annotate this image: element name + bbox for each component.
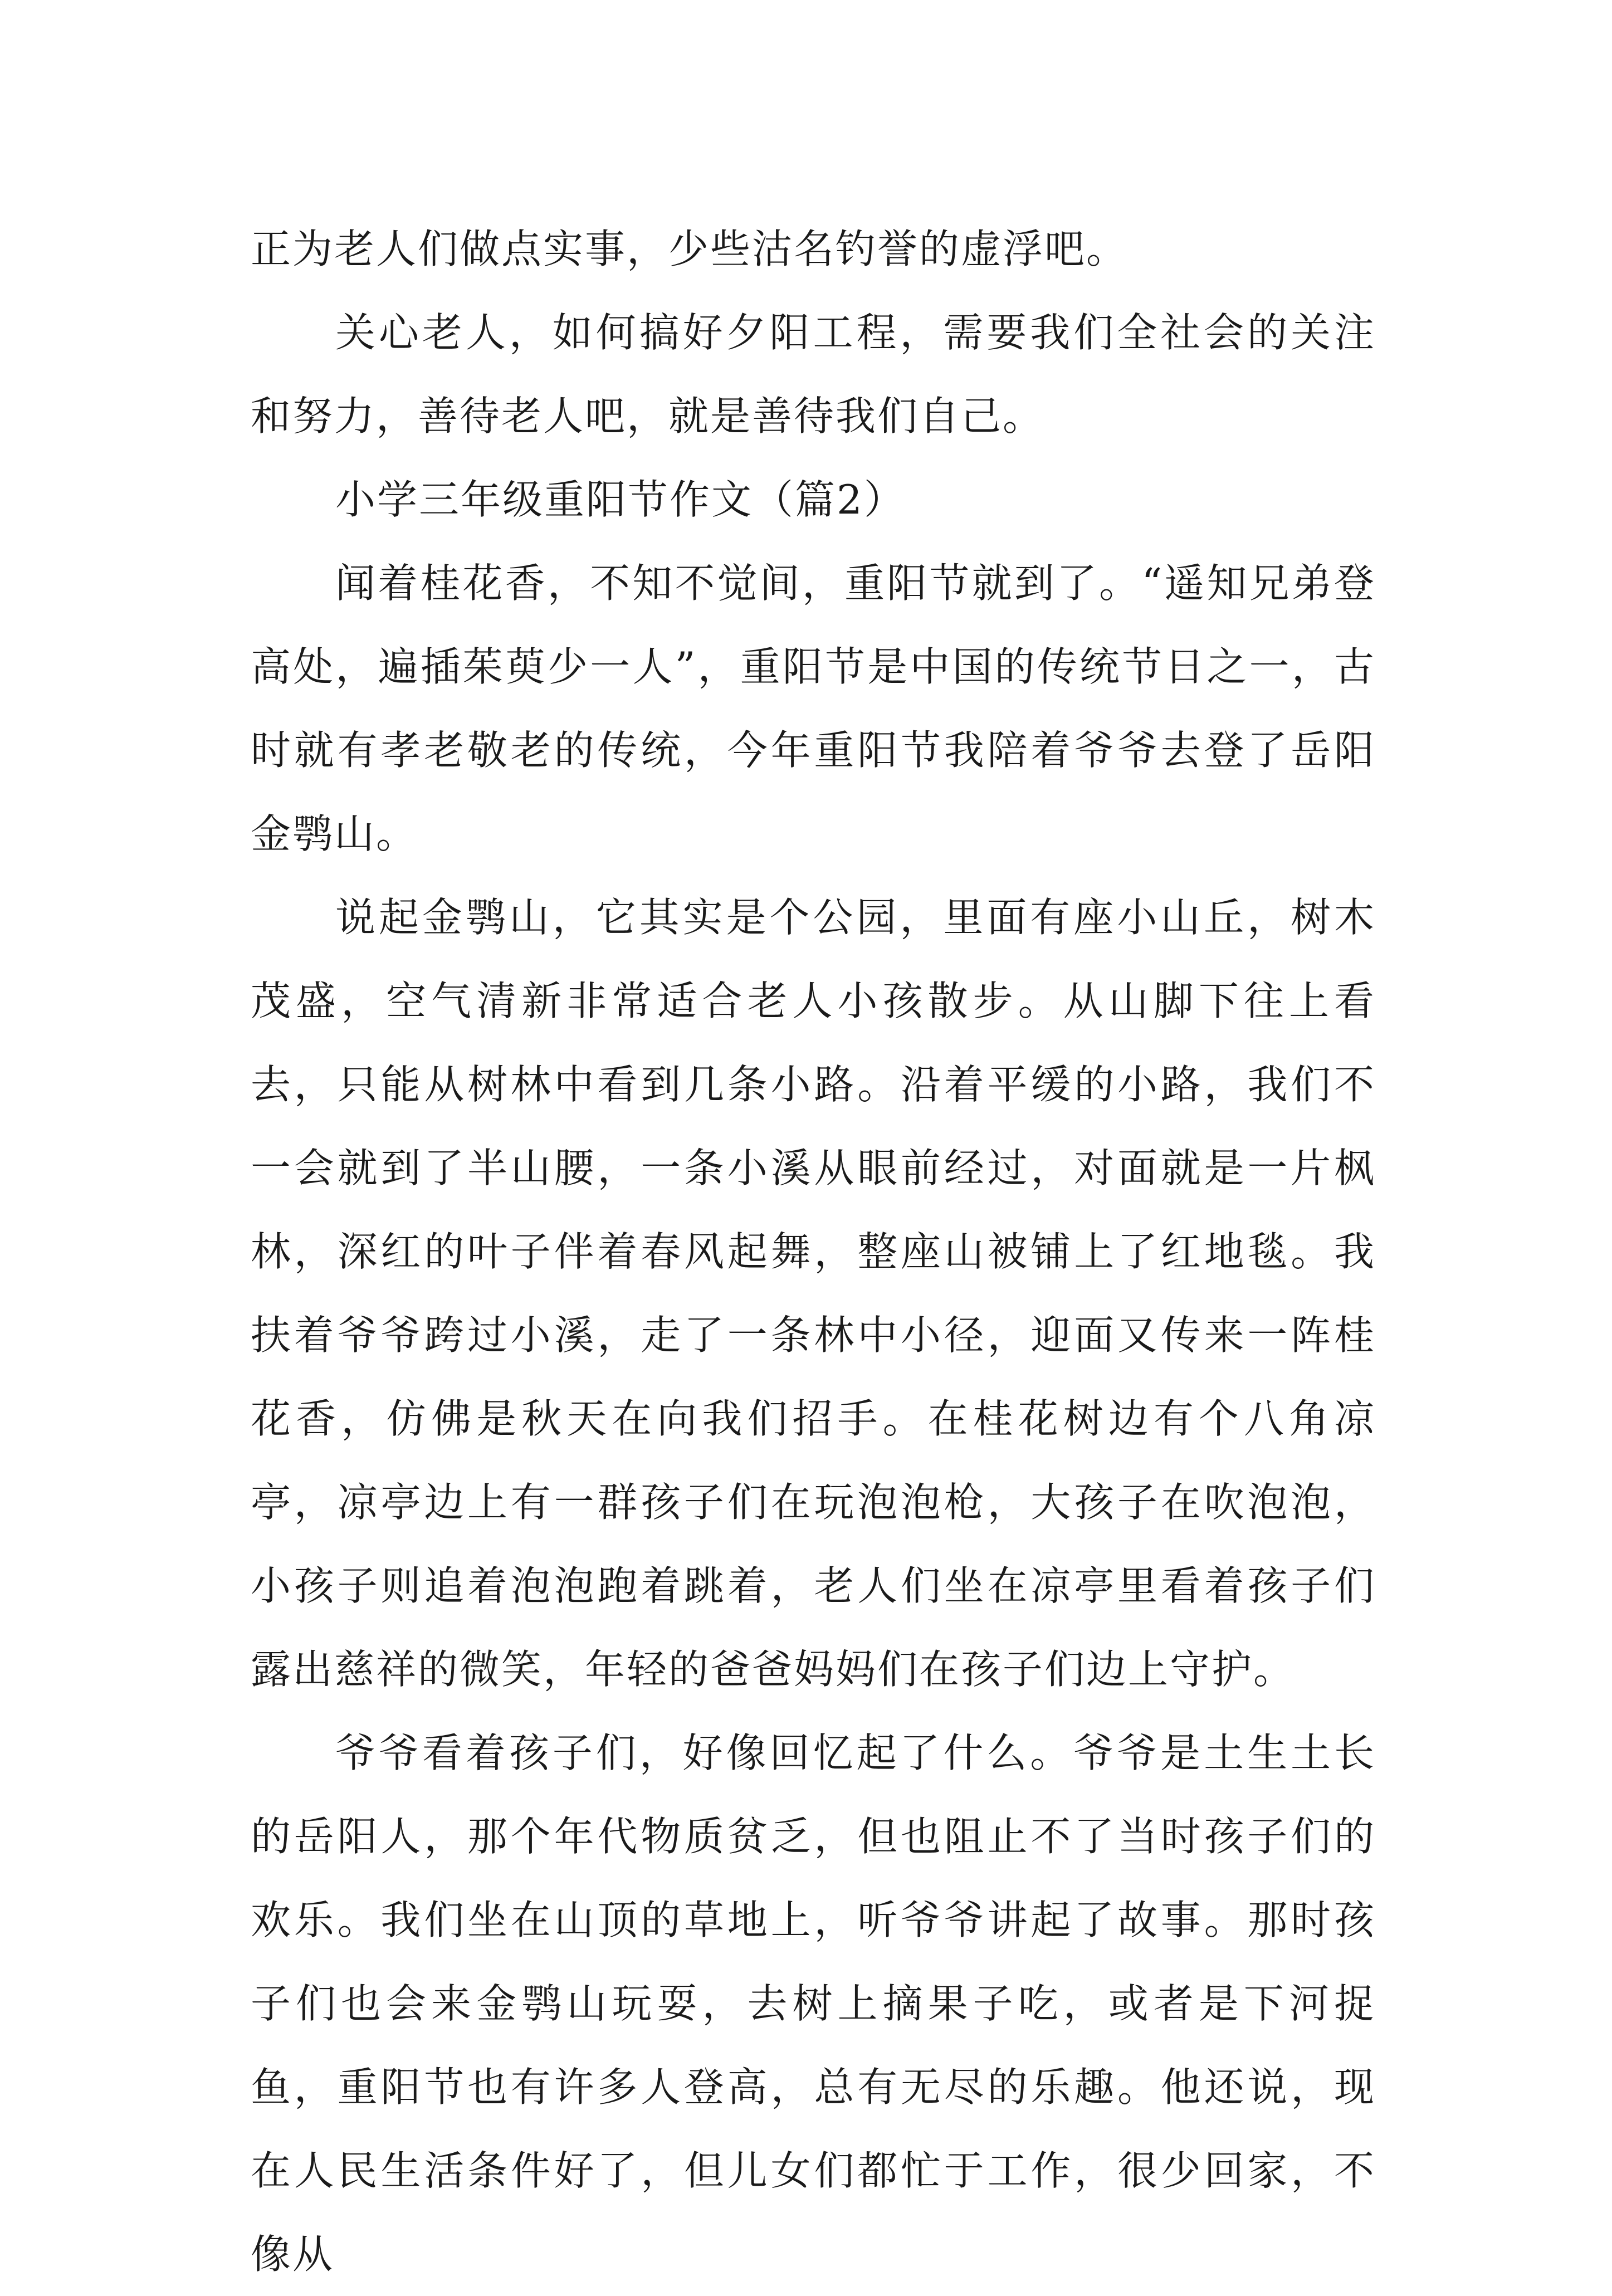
paragraph-grandpa-memories: 爷爷看着孩子们，好像回忆起了什么。爷爷是土生土长的岳阳人，那个年代物质贫乏，但也阻止不了当时孩子们的欢乐。我们坐在山顶的草地上，听爷爷讲起了故事。那时孩子们也会来金鹗山玩耍，去树上摘果子吃，或者是下河捉鱼，重阳节也有许多人登高，总有无尽的乐趣。他还说，现在人民生活条件好了，但儿女们都忙于工作，很少回家，不像从 <box>251 1730 1376 2278</box>
paragraph-jine-mountain: 说起金鹗山，它其实是个公园，里面有座小山丘，树木茂盛，空气清新非常适合老人小孩散步。从山脚下往上看去，只能从树林中看到几条小路。沿着平缓的小路，我们不一会就到了半山腰，一条小溪从眼前经过，对面就是一片枫林，深红的叶子伴着春风起舞，整座山被铺上了红地毯。我扶着爷爷跨过小溪，走了一条林中小径，迎面又传来一阵桂花香，仿佛是秋天在向我们招手。在桂花树边有个八角凉亭，凉亭边上有一群孩子们在玩泡泡枪，大孩子在吹泡泡，小孩子则追着泡泡跑着跳着，老人们坐在凉亭里看着孩子们露出慈祥的微笑，年轻的爸爸妈妈们在孩子们边上守护。 <box>251 894 1376 1693</box>
paragraph-care-for-elderly: 关心老人，如何搞好夕阳工程，需要我们全社会的关注和努力，善待老人吧，就是善待我们自己。 <box>251 309 1376 439</box>
paragraph-continuation: 正为老人们做点实事，少些沽名钓誉的虚浮吧。 <box>251 226 1129 272</box>
document-body <box>251 207 1376 2296</box>
essay-title: 小学三年级重阳节作文（篇2） <box>335 476 906 523</box>
paragraph-intro: 闻着桂花香，不知不觉间，重阳节就到了。“遥知兄弟登高处，遍插茱萸少一人”，重阳节是中国的传统节日之一，古时就有孝老敬老的传统，今年重阳节我陪着爷爷去登了岳阳金鹗山。 <box>251 560 1376 857</box>
